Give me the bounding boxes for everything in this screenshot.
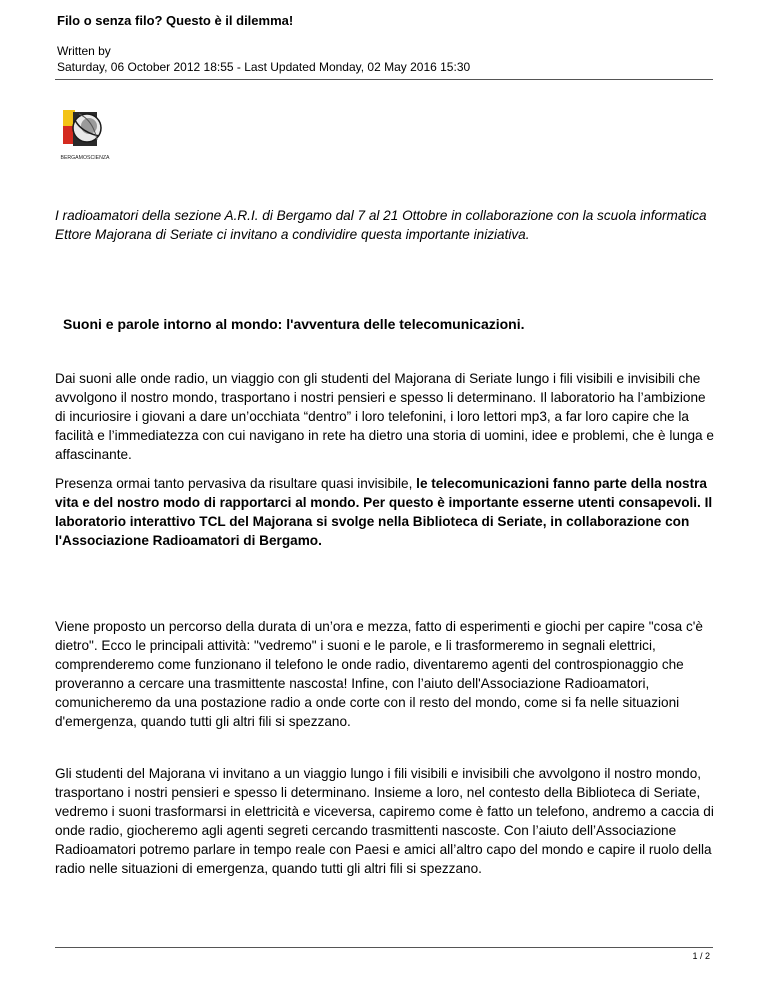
section-heading: Suoni e parole intorno al mondo: l'avventura delle telecomunicazioni. bbox=[63, 316, 525, 332]
footer-divider bbox=[55, 947, 713, 948]
bergamoscienza-logo bbox=[59, 106, 111, 170]
page-number: 1 / 2 bbox=[692, 951, 710, 961]
written-by-label: Written by bbox=[57, 44, 111, 58]
intro-paragraph: I radioamatori della sezione A.R.I. di Bergamo dal 7 al 21 Ottobre in collaborazione con la scuola informatica Ettore Majorana di Seriate ci invitano a condividire questa importante iniziativa. bbox=[55, 208, 707, 242]
body-paragraph-3: Viene proposto un percorso della durata di un’ora e mezza, fatto di esperimenti e giochi per capire "cosa c'è dietro". Ecco le principali attività: "vedremo" i suoni e le parole, e li trasformeremo in segnali elettrici, comprenderemo come funzionano il telefono le onde radio, diventaremo agenti del controspionaggio che proveranno a cercare una trasmittente nascosta! Infine, con l’aiuto dell'Associazione Radioamatori, comunicheremo da una postazione radio a onde corte con il resto del mondo, come si fa nelle situazioni d'emergenza, quando tutti gli altri fili si spezzano. bbox=[55, 619, 703, 729]
p2-plain: Presenza ormai tanto pervasiva da risultare quasi invisibile, bbox=[55, 476, 417, 491]
p2-bold: le telecomunicazioni fanno parte della nostra vita e del nostro modo di rapportarci al mondo. Per questo è importante esserne utenti consapevoli. Il laboratorio interattivo TCL del Majorana si svolge nella Biblioteca di Seriate, in collaborazione con l'Associazione Radioamatori di Bergamo. bbox=[55, 476, 713, 548]
header-divider bbox=[55, 79, 713, 80]
article-dates: Saturday, 06 October 2012 18:55 - Last Updated Monday, 02 May 2016 15:30 bbox=[57, 60, 471, 74]
body-paragraph-4: Gli studenti del Majorana vi invitano a un viaggio lungo i fili visibili e invisibili che avvolgono il nostro mondo, trasportano i nostri pensieri e spesso li determinano. Insieme a loro, nel contesto della Biblioteca di Seriate, vedremo i suoni trasformarsi in elettricità e viceversa, capiremo come è fatto un telefono, andremo a caccia di onde radio, giocheremo agli agenti segreti cercando trasmittenti nascoste. Con l’aiuto dell’Associazione Radioamatori potremo parlare in tempo reale con Paesi e amici all’altro capo del mondo e capire il ruolo della radio nelle situazioni di emergenza, quando tutti gli altri fili si spezzano. bbox=[55, 766, 714, 876]
body-paragraph-2 bbox=[55, 474, 717, 550]
article-meta bbox=[57, 43, 470, 75]
page-title: Filo o senza filo? Questo è il dilemma! bbox=[57, 13, 294, 28]
logo-caption: BERGAMOSCIENZA bbox=[60, 155, 110, 161]
body-paragraph-1: Dai suoni alle onde radio, un viaggio con gli studenti del Majorana di Seriate lungo i fili visibili e invisibili che avvolgono il nostro mondo, trasportano i nostri pensieri e spesso li determinano. Il laboratorio ha l’ambizione di incuriosire i giovani a dare un’occhiata “dentro” i loro telefonini, i loro lettori mp3, a far loro capire che la facilità e l’immediatezza con cui navigano in rete ha dietro una storia di uomini, idee e problemi, che è lunga e affascinante. bbox=[55, 371, 714, 462]
